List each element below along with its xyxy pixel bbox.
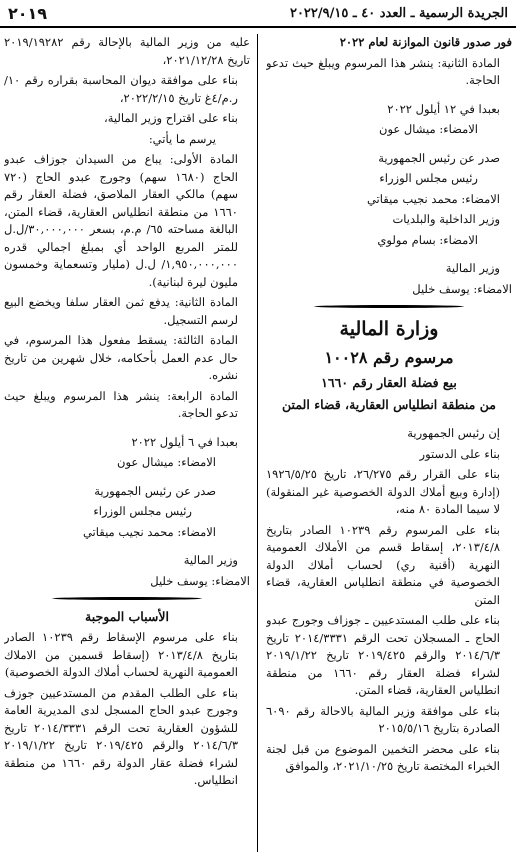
- paragraph: وزارة المالية: [339, 318, 439, 340]
- paragraph: وزير المالية: [183, 553, 238, 567]
- spacer: [4, 544, 250, 552]
- paragraph: الامضاء: يوسف خليل: [412, 281, 512, 296]
- column-divider: [257, 34, 258, 852]
- paragraph: عليه من وزير المالية بالإحالة رقم ٢٠١٩/١٩٢٨٢ تاريخ ٢٠٢١/١٢/٢٨،: [4, 35, 250, 67]
- paragraph: بناء على الدستور: [419, 446, 500, 461]
- paragraph: صدر عن رئيس الجمهورية: [94, 483, 216, 498]
- section-divider: [314, 304, 464, 309]
- paragraph: بناء على طلب المستدعيين ـ جوزاف وجورج عبدو الحاج ـ المسجلان تحت الرقم ٢٠١٤/٣٣٣١ تاريخ ٢٠١٤/٦/٣ والرقم ٢٠١٩/٤٢٥ تاريخ ٢٠١٩/١/٢٢ لشراء فضلة العقار رقم ١٦٦٠ من منطقة انطلياس العقارية، قضاء المتن.: [266, 613, 500, 697]
- paragraph: من منطقة انطلياس العقارية، قضاء المتن: [282, 397, 496, 412]
- spacer: [266, 417, 512, 425]
- spacer: [266, 252, 512, 260]
- spacer: [4, 475, 250, 483]
- paragraph: يرسم ما يأتي:: [148, 131, 216, 146]
- paragraph: بناء على محضر التخمين الموضوع من قبل لجنة الخبراء المختصة تاريخ ٢٠٢١/١٠/٢٥، والموافق: [266, 741, 500, 773]
- paragraph: صدر عن رئيس الجمهورية: [378, 150, 500, 165]
- right-column: [266, 34, 512, 852]
- spacer: [4, 426, 250, 434]
- paragraph: بناء على المرسوم رقم ١٠٢٣٩ الصادر بتاريخ ٢٠١٣/٤/٨، إسقاط قسم من الأملاك العمومية النهرية (أقنية ري) لحساب أملاك الدولة الخصوصية في منطقة انطلياس العقارية، قضاء المتن: [266, 522, 500, 607]
- paragraph: فور صدور قانون الموازنة لعام ٢٠٢٢: [339, 35, 512, 49]
- paragraph: الامضاء: ميشال عون: [117, 455, 216, 469]
- page-header: [0, 0, 516, 28]
- paragraph: المادة الأولى: يباع من السيدان جوزاف عبدو الحاج (١٦٨٠ سهم) وجورج عبدو الحاج (٧٢٠ سهم) مالكي العقار الملاصق، فضلة العقار رقم ١٦٦٠ من منطقة انطلياس العقارية، قضاء المتن، البالغة مساحته ٦٥/ م.م، بسعر ٣٠,٠٠٠,٠٠٠/ل.ل للمتر المربع الواحد أي بمبلغ اجمالي قدره ١,٩٥٠,٠٠٠,٠٠٠/ ل.ل (مليار وتسعماية وخمسون مليون ليرة لبنانية).: [4, 152, 238, 289]
- section-divider: [52, 596, 202, 601]
- paragraph: الامضاء: محمد نجيب ميقاتي: [366, 191, 500, 206]
- paragraph: المادة الثالثة: يسقط مفعول هذا المرسوم، في حال عدم العمل بأحكامه، خلال شهرين من تاريخ نشره.: [4, 333, 238, 382]
- paragraph: بناء على الطلب المقدم من المستدعيين جوزف وجورج عبدو الحاج المسجل لدى المديرية العامة للشؤون العقارية تحت الرقم ٢٠١٤/٣٣٣١ تاريخ ٢٠١٤/٦/٣ والرقم ٢٠١٩/٤٢٥ تاريخ ٢٠١٩/١/٢٢ لشراء فضلة عقار الدولة رقم ١٦٦٠ من منطقة انطلياس.: [4, 685, 238, 787]
- paragraph: بناء على القرار رقم ٢٦/٢٧٥، تاريخ ١٩٢٦/٥/٢٥ (إدارة وبيع أملاك الدولة الخصوصية غير المنقولة) لا سيما المادة ٨٠ منه،: [266, 467, 501, 516]
- paragraph: المادة الرابعة: ينشر هذا المرسوم ويبلغ حيث تدعو الحاجة.: [4, 388, 238, 420]
- paragraph: بناء على موافقة وزير المالية بالاحالة رقم ٦٠٩٠ الصادرة بتاريخ ٢٠١٥/٥/١٦: [266, 703, 500, 735]
- page-number: ٢٠١٩: [8, 3, 48, 23]
- paragraph: بيع فضلة العقار رقم ١٦٦٠: [321, 375, 457, 390]
- paragraph: رئيس مجلس الوزراء: [379, 171, 478, 185]
- paragraph: بعبدا في ١٢ أيلول ٢٠٢٢: [387, 101, 500, 116]
- paragraph: المادة الثانية: ينشر هذا المرسوم ويبلغ حيث تدعو الحاجة.: [266, 55, 500, 87]
- paragraph: المادة الثانية: يدفع ثمن العقار سلفا ويخضع البيع لرسم التسجيل.: [4, 295, 238, 327]
- paragraph: رئيس مجلس الوزراء: [93, 504, 192, 518]
- paragraph: الامضاء: بسام مولوي: [377, 232, 478, 247]
- paragraph: وزير المالية: [445, 261, 500, 275]
- paragraph: بعبدا في ٦ أيلول ٢٠٢٢: [131, 434, 238, 449]
- paragraph: الامضاء: ميشال عون: [379, 122, 478, 136]
- paragraph: الأسباب الموجبة: [85, 609, 169, 624]
- left-column: [4, 34, 250, 852]
- paragraph: بناء على اقتراح وزير المالية،: [104, 111, 238, 125]
- spacer: [266, 93, 512, 101]
- paragraph: الامضاء: محمد نجيب ميقاتي: [82, 524, 216, 539]
- paragraph: مرسوم رقم ١٠٠٢٨: [324, 348, 454, 367]
- paragraph: إن رئيس الجمهورية: [407, 426, 500, 440]
- spacer: [266, 142, 512, 150]
- paragraph: بناء على موافقة ديوان المحاسبة بقراره رقم ١٠/ر.م/٤غ تاريخ ٢٠٢٢/٢/١٥،: [4, 73, 238, 105]
- paragraph: بناء على مرسوم الإسقاط رقم ١٠٢٣٩ الصادر بتاريخ ٢٠١٣/٤/٨ (إسقاط قسمين من الاملاك العمومية النهرية لحساب أملاك الدولة الخصوصية): [4, 630, 238, 679]
- journal-issue-title: الجريدة الرسمية ـ العدد ٤٠ ـ ٢٠٢٢/٩/١٥: [289, 5, 508, 21]
- paragraph: الامضاء: يوسف خليل: [150, 573, 250, 588]
- paragraph: وزير الداخلية والبلديات: [392, 212, 500, 226]
